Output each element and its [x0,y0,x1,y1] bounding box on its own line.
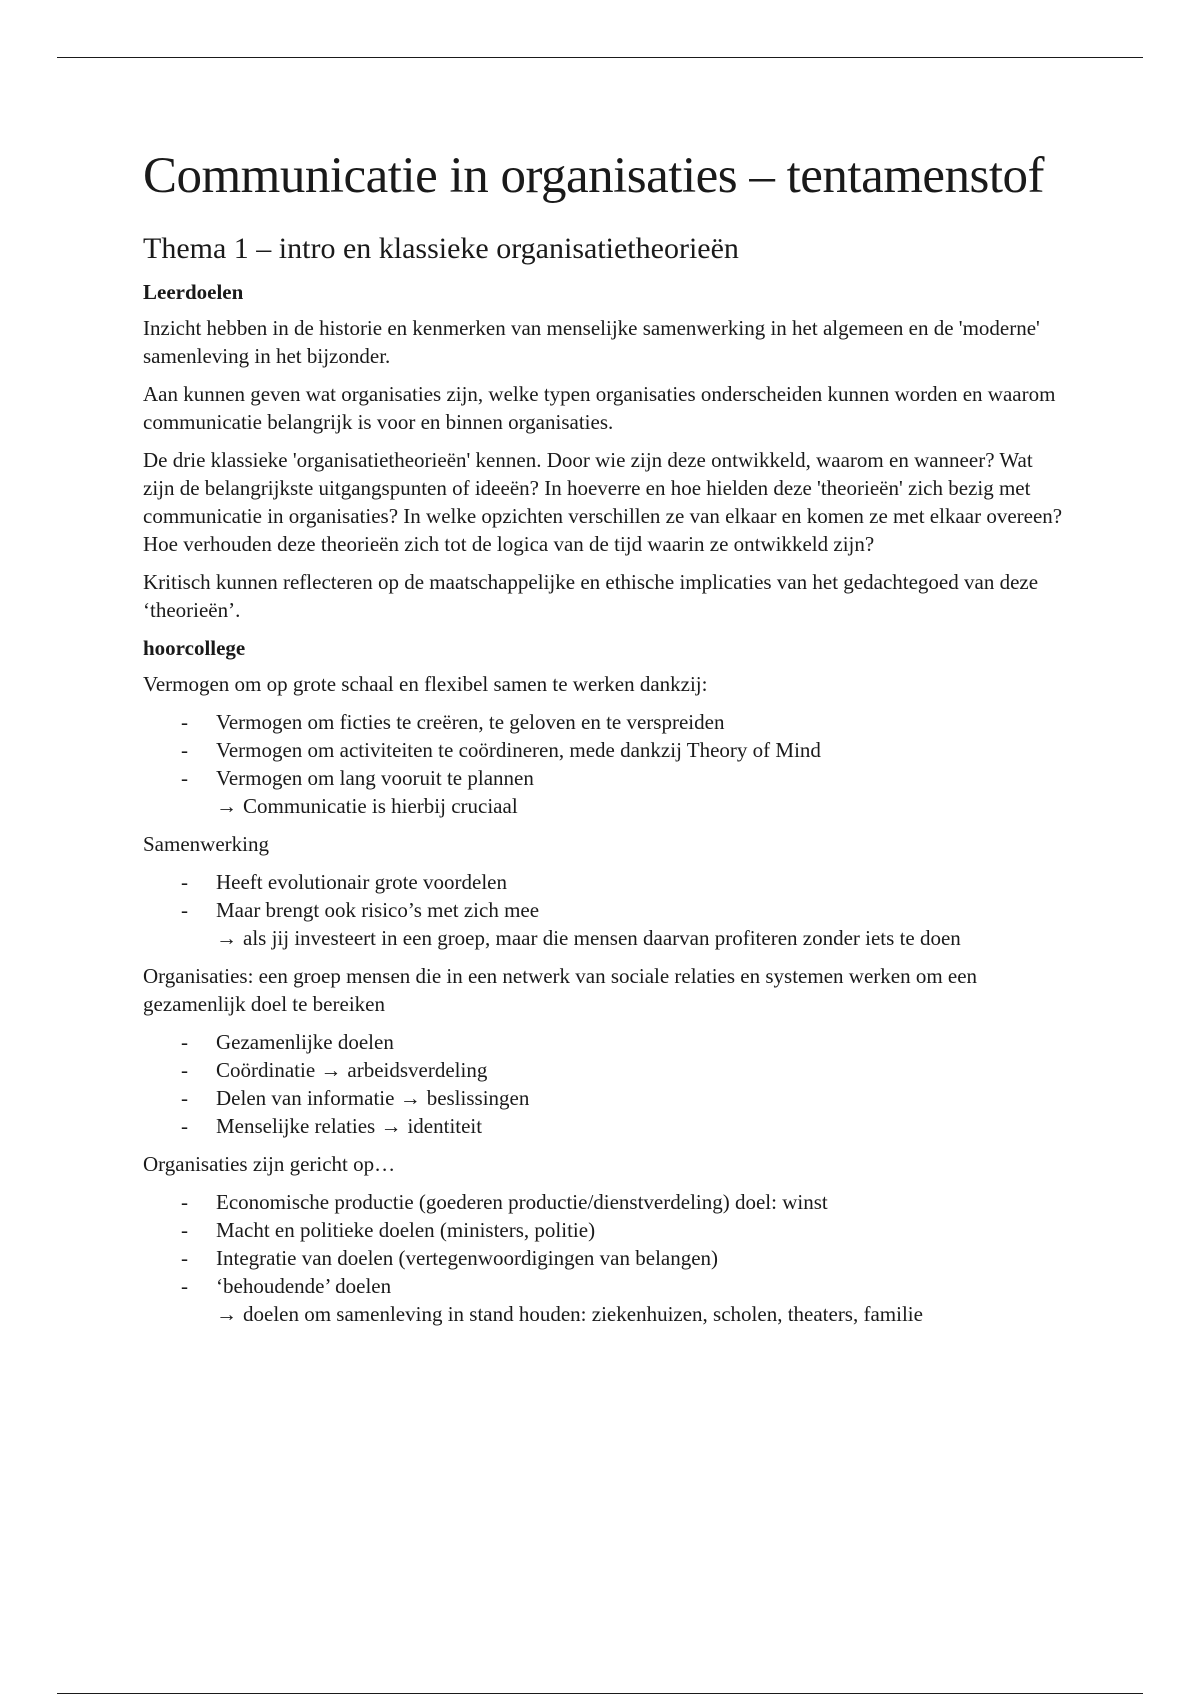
arrow-right-icon: → [216,794,237,818]
footer-rule [57,1693,1143,1694]
arrow-right-icon: → [380,1114,402,1138]
list-item: - Menselijke relaties → identiteit [181,1114,483,1138]
samenwerking-list [143,868,1063,952]
arrow-right-icon: → [216,1302,237,1326]
bullet-dash: - [181,1058,188,1082]
leerdoel-paragraph: Inzicht hebben in de historie en kenmerken van menselijke samenwerking in het algemeen en de 'moderne' samenleving in het bijzonder. [143,316,1040,368]
organisaties-list [143,1028,1063,1140]
list-item: - Economische productie (goederen productie/dienstverdeling) doel: winst [181,1190,828,1214]
bullet-dash: - [181,738,188,762]
arrow-right-icon: → [320,1058,342,1082]
list-item: - Coördinatie → arbeidsverdeling [181,1058,488,1082]
theme-heading: Thema 1 – intro en klassieke organisatietheorieën [143,232,739,265]
bullet-dash: - [181,898,188,922]
gericht-list [143,1188,1063,1328]
bullet-dash: - [181,1114,188,1138]
list-item: - Macht en politieke doelen (ministers, politie) [181,1218,596,1242]
document-body [143,145,1063,1338]
leerdoel-paragraph: Kritisch kunnen reflecteren op de maatschappelijke en ethische implicaties van het gedachtegoed van deze ‘theorieën’. [143,570,1039,622]
list-item: - Delen van informatie → beslissingen [181,1086,530,1110]
arrow-note: → als jij investeert in een groep, maar die mensen daarvan profiteren zonder iets te doen [216,926,961,950]
list-item: - Vermogen om activiteiten te coördineren, mede dankzij Theory of Mind [181,738,821,762]
arrow-note: → Communicatie is hierbij cruciaal [216,794,518,818]
arrow-note: → doelen om samenleving in stand houden: ziekenhuizen, scholen, theaters, familie [216,1302,923,1326]
vermogen-list [143,708,1063,820]
bullet-dash: - [181,1218,188,1242]
list-item: - Vermogen om ficties te creëren, te geloven en te verspreiden [181,710,725,734]
bullet-dash: - [181,1190,188,1214]
list-item: - Maar brengt ook risico’s met zich mee → als jij investeert in een groep, maar die mensen daarvan profiteren zonder iets te doen [143,896,1063,952]
header-rule [57,57,1143,58]
samenwerking-label: Samenwerking [143,832,269,856]
arrow-right-icon: → [216,926,237,950]
gericht-label: Organisaties zijn gericht op… [143,1152,396,1176]
list-item: - Heeft evolutionair grote voordelen [181,870,507,894]
page-title: Communicatie in organisaties – tentamenstof [143,148,1045,204]
bullet-dash: - [181,766,188,790]
list-item: - Vermogen om lang vooruit te plannen → Communicatie is hierbij cruciaal [143,764,1063,820]
hoorcollege-heading: hoorcollege [143,636,246,660]
bullet-dash: - [181,1246,188,1270]
list-item: - ‘behoudende’ doelen → doelen om samenleving in stand houden: ziekenhuizen, scholen, theaters, familie [143,1272,1063,1328]
organisaties-definition: Organisaties: een groep mensen die in een netwerk van sociale relaties en systemen werken om een gezamenlijk doel te bereiken [143,964,978,1016]
hoorcollege-intro: Vermogen om op grote schaal en flexibel samen te werken dankzij: [143,672,708,696]
bullet-dash: - [181,1086,188,1110]
list-item: - Gezamenlijke doelen [181,1030,394,1054]
list-item: - Integratie van doelen (vertegenwoordigingen van belangen) [181,1246,719,1270]
bullet-dash: - [181,710,188,734]
bullet-dash: - [181,1274,188,1298]
bullet-dash: - [181,1030,188,1054]
arrow-right-icon: → [399,1086,421,1110]
leerdoel-paragraph: Aan kunnen geven wat organisaties zijn, welke typen organisaties onderscheiden kunnen worden en waarom communicatie belangrijk is voor en binnen organisaties. [143,382,1056,434]
leerdoelen-heading: Leerdoelen [143,280,244,304]
bullet-dash: - [181,870,188,894]
leerdoel-paragraph: De drie klassieke 'organisatietheorieën' kennen. Door wie zijn deze ontwikkeld, waarom en wanneer? Wat zijn de belangrijkste uitgangspunten of ideeën? In hoeverre en hoe hielden deze 'theorieën' zich bezig met communicatie in organisaties? In welke opzichten verschillen ze van elkaar en komen ze met elkaar overeen? Hoe verhouden deze theorieën zich tot de logica van de tijd waarin ze ontwikkeld zijn? [143,448,1063,556]
